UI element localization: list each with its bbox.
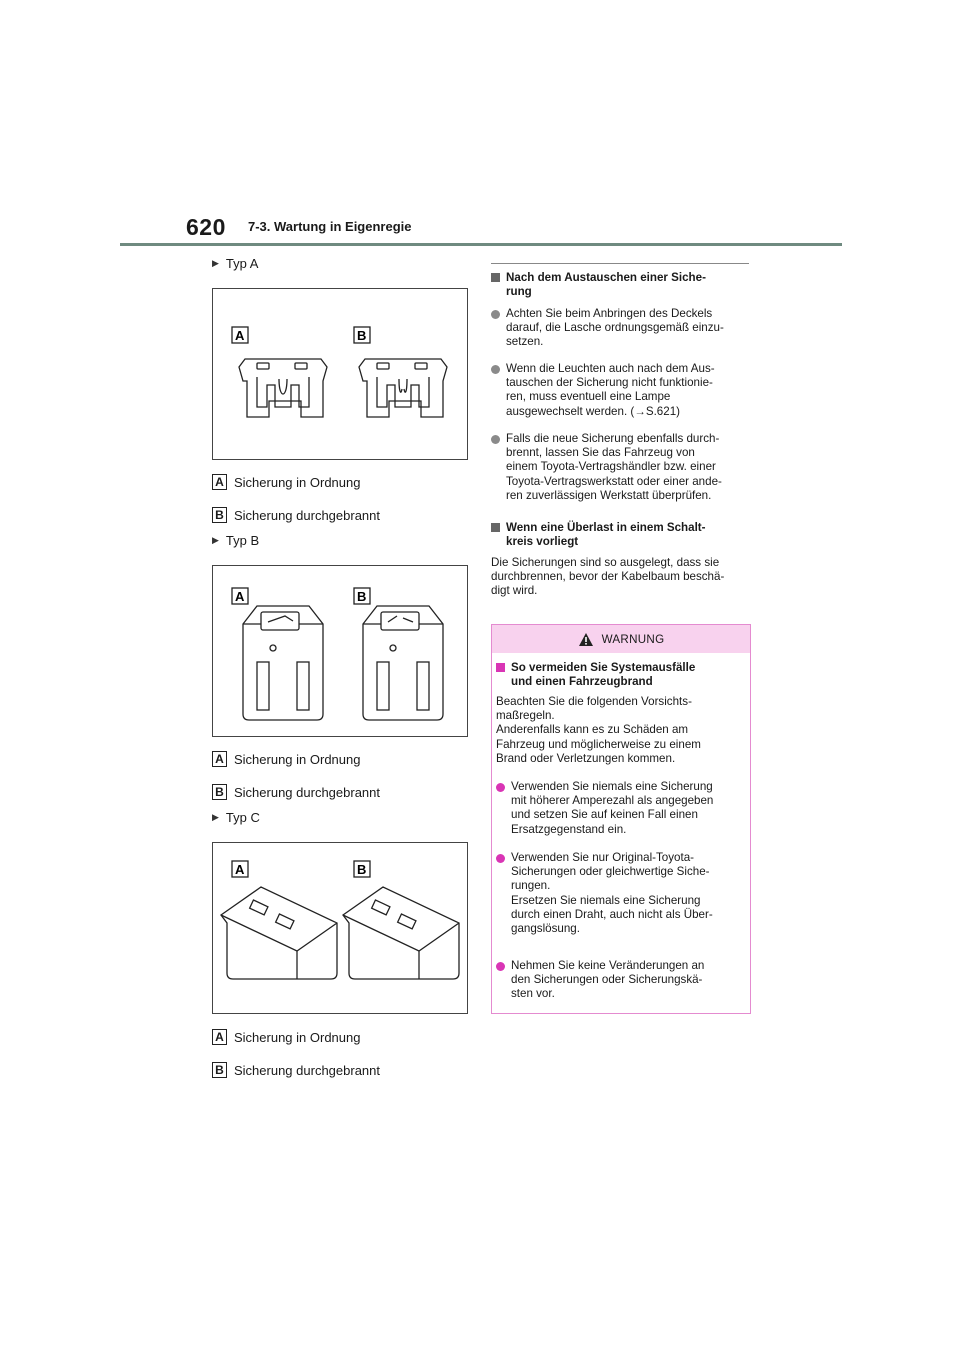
square-bullet-icon [491, 523, 500, 532]
letter-box-a: A [212, 1029, 227, 1045]
circle-bullet-icon [496, 962, 505, 971]
warning-box [491, 624, 751, 1014]
letter-box-b: B [212, 507, 227, 523]
section-heading-overload: Wenn eine Überlast in einem Schalt- kreis vorliegt [491, 521, 706, 549]
warning-intro: Beachten Sie die folgenden Vorsichts- maßregeln. Anderenfalls kann es zu Schäden am Fahrzeug und möglicherweise zu einem Brand oder Verletzungen kommen. [496, 695, 701, 765]
legend-a-row [212, 474, 360, 490]
figure-b-label-b: B [357, 589, 367, 604]
warning-header [492, 625, 750, 653]
arrow-right-icon: ▶ [212, 812, 219, 822]
circle-bullet-icon [496, 854, 505, 863]
circle-bullet-icon [496, 783, 505, 792]
legend-text: Sicherung durchgebrannt [234, 784, 380, 800]
figure-a-label-a: A [235, 328, 245, 343]
warning-bullet: Nehmen Sie keine Veränderungen an den Sicherungen oder Sicherungskä- sten vor. [496, 959, 740, 1002]
legend-text: Sicherung durchgebrannt [234, 1062, 380, 1078]
bullet-item: Wenn die Leuchten auch nach dem Aus- tauschen der Sicherung nicht funktionie- ren, muss eventuell eine Lampe ausgewechselt werden. (→S.621) [491, 362, 715, 419]
letter-box-a: A [212, 751, 227, 767]
type-a-label: Typ A [225, 256, 259, 271]
legend-text: Sicherung in Ordnung [234, 751, 361, 767]
fuse-type-a-illustration [213, 289, 467, 459]
legend-text: Sicherung in Ordnung [234, 1029, 361, 1045]
arrow-right-icon: ▶ [212, 535, 219, 545]
section-divider [491, 263, 749, 264]
figure-c-label-a: A [235, 862, 245, 877]
circle-bullet-icon [491, 310, 500, 319]
type-b-heading [212, 533, 259, 548]
page-number: 620 [186, 214, 226, 240]
fuse-type-b-illustration [213, 566, 467, 736]
bullet-item: Achten Sie beim Anbringen des Deckels darauf, die Lasche ordnungsgemäß einzu- setzen. [491, 307, 724, 350]
figure-type-a [212, 288, 468, 460]
type-a-heading [212, 256, 258, 271]
figure-type-c [212, 842, 468, 1014]
warning-bullet: Verwenden Sie nur Original-Toyota- Sicherungen oder gleichwertige Siche- rungen. Ersetzen Sie niemals eine Sicherung durch einen Draht, auch nicht als Über- gangslösung. [496, 851, 740, 936]
type-c-label: Typ C [225, 810, 260, 825]
legend-a-row [212, 1029, 360, 1045]
legend-b-row [212, 784, 380, 800]
legend-text: Sicherung in Ordnung [234, 474, 361, 490]
figure-c-label-b: B [357, 862, 367, 877]
legend-b-row [212, 507, 380, 523]
warning-title: WARNUNG [601, 632, 665, 646]
warning-heading: So vermeiden Sie Systemausfälle und einen Fahrzeugbrand [496, 661, 740, 689]
legend-text: Sicherung durchgebrannt [234, 507, 380, 523]
warning-triangle-icon [578, 632, 594, 647]
figure-b-label-a: A [235, 589, 245, 604]
fuse-type-c-illustration [213, 843, 467, 1013]
section-heading-after-replacing: Nach dem Austauschen einer Siche- rung [491, 271, 706, 299]
legend-a-row [212, 751, 360, 767]
letter-box-a: A [212, 474, 227, 490]
overload-paragraph: Die Sicherungen sind so ausgelegt, dass sie durchbrennen, bevor der Kabelbaum beschä- digt wird. [491, 556, 725, 598]
type-b-label: Typ B [225, 533, 260, 548]
square-bullet-icon [491, 273, 500, 282]
letter-box-b: B [212, 1062, 227, 1078]
square-bullet-icon [496, 663, 505, 672]
header-divider [120, 243, 842, 246]
circle-bullet-icon [491, 435, 500, 444]
type-c-heading [212, 810, 260, 825]
page-header [0, 0, 960, 250]
warning-bullet: Verwenden Sie niemals eine Sicherung mit höherer Amperezahl als angegeben und setzen Sie auf keinen Fall einen Ersatzgegenstand ein. [496, 780, 740, 837]
legend-b-row [212, 1062, 380, 1078]
arrow-right-icon: ▶ [212, 258, 219, 268]
letter-box-b: B [212, 784, 227, 800]
figure-type-b [212, 565, 468, 737]
circle-bullet-icon [491, 365, 500, 374]
section-title: 7-3. Wartung in Eigenregie [248, 219, 412, 234]
figure-a-label-b: B [357, 328, 367, 343]
bullet-item: Falls die neue Sicherung ebenfalls durch- brennt, lassen Sie das Fahrzeug von einem Toyota-Vertragshändler bzw. einer Toyota-Vertragswerkstatt oder einer ande- ren zuverlässigen Werkstatt überprüfen. [491, 432, 722, 503]
